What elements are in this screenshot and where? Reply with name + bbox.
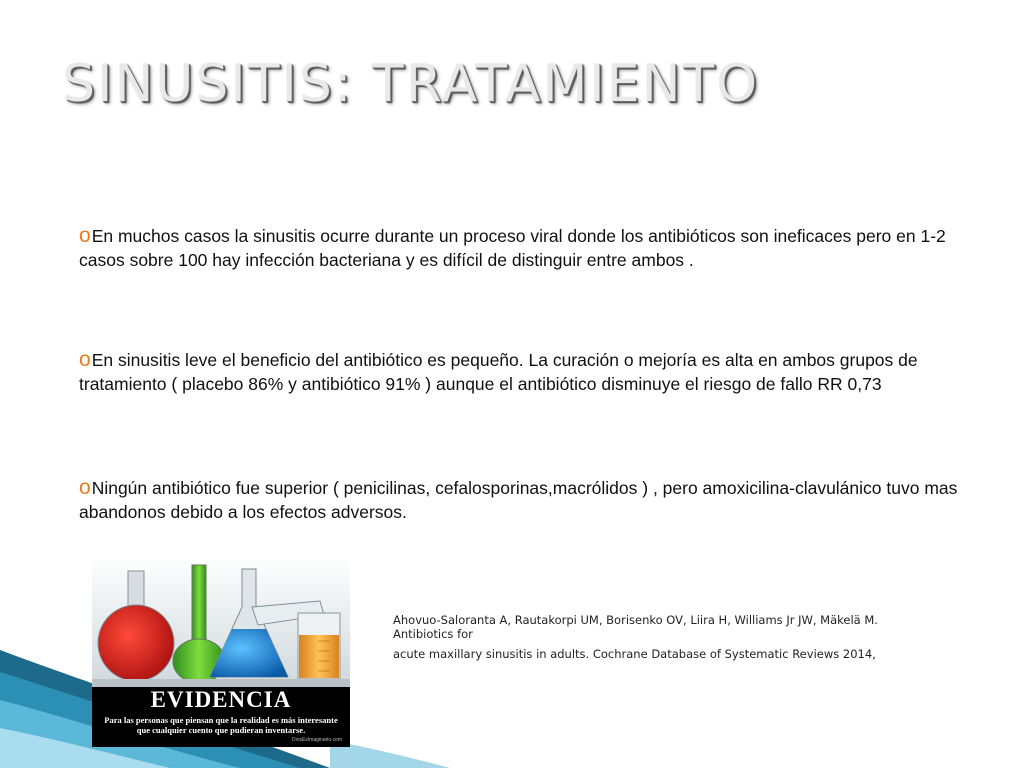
table-surface [92,679,350,687]
bullet-text: En muchos casos la sinusitis ocurre durante un proceso viral donde los antibióticos son ineficaces pero en 1-2 casos sobre 100 hay infección bacteriana y es difícil de distinguir entre ambos . [79,226,946,270]
slide-title: SINUSITIS: TRATAMIENTO [62,54,760,114]
bullet-item [79,348,959,396]
bullet-marker: o [79,224,91,247]
orange-liquid [299,635,339,678]
bullet-text: En sinusitis leve el beneficio del antibiótico es pequeño. La curación o mejoría es alta en ambos grupos de tratamiento ( placebo 86% y antibiótico 91% ) aunque el antibiótico disminuye el riesgo de fallo RR 0,73 [79,350,918,394]
lab-flasks-illustration [92,555,350,687]
citation-line-1: Ahovuo-Saloranta A, Rautakorpi UM, Borisenko OV, Liira H, Williams Jr JW, Mäkelä M. Antibiotics for [393,613,878,641]
red-flask [98,605,174,681]
citation-line-2: acute maxillary sinusitis in adults. Cochrane Database of Systematic Reviews 2014, [393,647,876,661]
green-flask-neck [192,565,206,641]
poster-caption: Para las personas que piensan que la realidad es más interesante que cualquier cuento que pudieran inventarse. [104,715,338,735]
poster-credit: DiosEsImaginario.com [291,737,342,743]
evidence-poster [92,555,350,747]
bullet-item [79,476,959,524]
bullet-item [79,224,959,272]
citation [393,613,933,667]
bullet-marker: o [79,476,91,499]
bullet-marker: o [79,348,91,371]
bullet-text: Ningún antibiótico fue superior ( penicilinas, cefalosporinas,macrólidos ) , pero amoxicilina-clavulánico tuvo mas abandonos debido a los efectos adversos. [79,478,958,522]
poster-title: EVIDENCIA [150,687,292,712]
